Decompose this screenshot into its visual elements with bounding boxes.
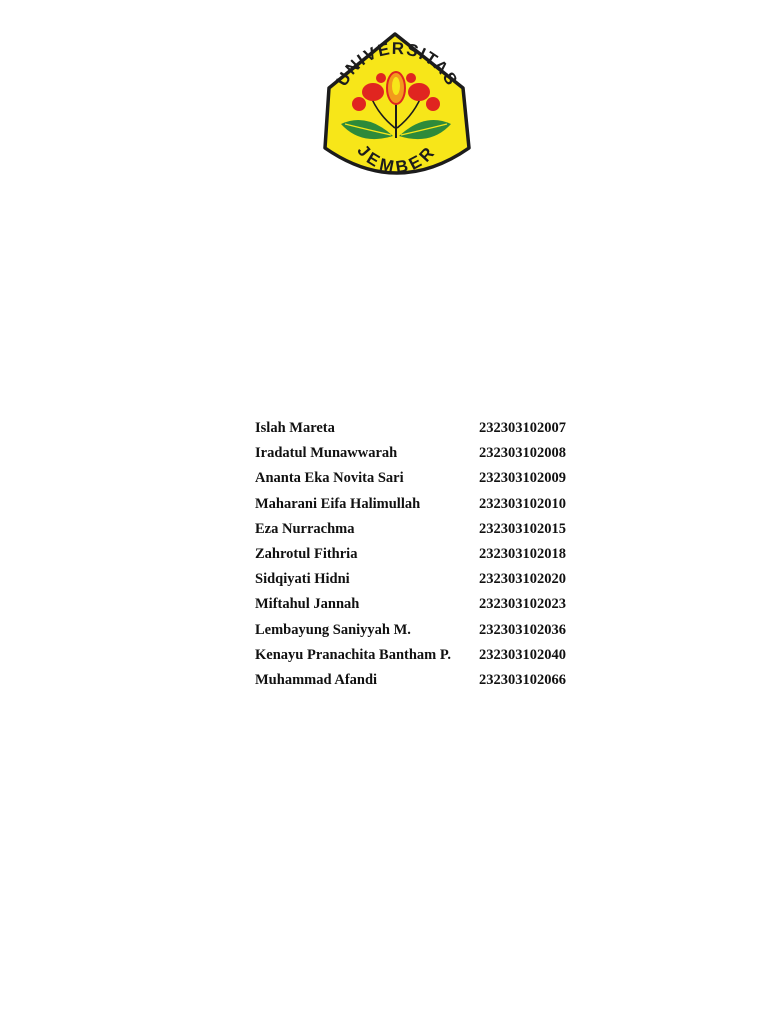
university-logo xyxy=(311,26,481,184)
member-id: 232303102015 xyxy=(479,520,566,537)
member-name: Iradatul Munawwarah xyxy=(255,445,398,462)
member-name: Islah Mareta xyxy=(255,420,335,437)
member-row xyxy=(255,592,585,617)
member-name: Lembayung Saniyyah M. xyxy=(255,621,411,638)
member-id: 232303102010 xyxy=(479,495,566,512)
member-id: 232303102036 xyxy=(479,621,566,638)
member-row xyxy=(255,517,585,542)
member-id: 232303102040 xyxy=(479,646,566,663)
member-row xyxy=(255,618,585,643)
member-id: 232303102018 xyxy=(479,546,566,563)
member-row xyxy=(255,668,585,693)
member-list xyxy=(255,416,585,693)
member-row xyxy=(255,441,585,466)
member-id: 232303102023 xyxy=(479,596,566,613)
member-name: Sidqiyati Hidni xyxy=(255,571,350,588)
member-row xyxy=(255,492,585,517)
member-row xyxy=(255,466,585,491)
member-row xyxy=(255,567,585,592)
member-id: 232303102008 xyxy=(479,445,566,462)
member-name: Maharani Eifa Halimullah xyxy=(255,495,421,512)
member-row xyxy=(255,542,585,567)
university-emblem xyxy=(311,26,481,184)
member-id: 232303102066 xyxy=(479,671,566,688)
member-name: Muhammad Afandi xyxy=(255,671,378,688)
member-id: 232303102020 xyxy=(479,571,566,588)
member-row xyxy=(255,643,585,668)
member-name: Miftahul Jannah xyxy=(255,596,360,613)
member-id: 232303102009 xyxy=(479,470,566,487)
member-name: Kenayu Pranachita Bantham P. xyxy=(255,646,452,663)
logo-bottom-text: JEMBER xyxy=(353,140,441,178)
member-name: Eza Nurrachma xyxy=(255,520,355,537)
logo-top-text: UNIVERSITAS xyxy=(332,38,462,90)
member-id: 232303102007 xyxy=(479,420,566,437)
member-name: Ananta Eka Novita Sari xyxy=(255,470,404,487)
member-row xyxy=(255,416,585,441)
member-name: Zahrotul Fithria xyxy=(255,546,358,563)
